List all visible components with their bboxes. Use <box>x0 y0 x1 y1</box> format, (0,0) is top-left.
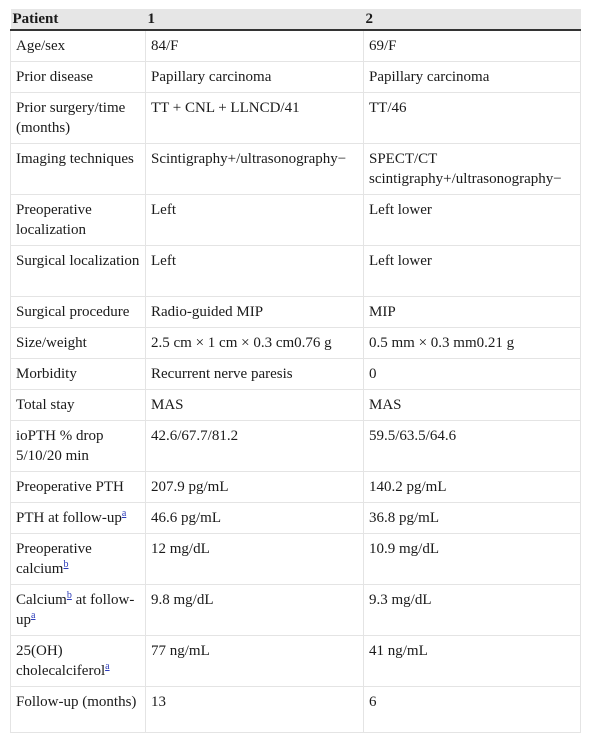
row-label: Prior surgery/time (months) <box>11 93 146 144</box>
row-label: Follow-up (months) <box>11 687 146 733</box>
cell-patient-1: TT + CNL + LLNCD/41 <box>146 93 364 144</box>
cell-patient-1: 12 mg/dL <box>146 534 364 585</box>
cell-patient-2: 0 <box>364 359 581 390</box>
table-row <box>11 328 581 359</box>
row-label: Surgical procedure <box>11 297 146 328</box>
cell-patient-1: 77 ng/mL <box>146 636 364 687</box>
row-label-text: at follow-up <box>16 592 135 628</box>
cell-patient-2: 140.2 pg/mL <box>364 472 581 503</box>
table-row <box>11 503 581 534</box>
footnote-link-a[interactable]: a <box>121 508 127 519</box>
table-row <box>11 62 581 93</box>
footnote-link-a[interactable]: a <box>31 610 36 621</box>
footnote-link-b[interactable]: b <box>63 559 69 570</box>
row-label-text: Calcium <box>16 592 67 608</box>
row-label: Prior disease <box>11 62 146 93</box>
header-row <box>11 9 581 30</box>
row-label: ioPTH % drop 5/10/20 min <box>11 421 146 472</box>
cell-patient-1: 9.8 mg/dL <box>146 585 364 636</box>
cell-patient-1: 2.5 cm × 1 cm × 0.3 cm0.76 g <box>146 328 364 359</box>
table-row <box>11 390 581 421</box>
row-label <box>11 585 146 636</box>
cell-patient-2: 59.5/63.5/64.6 <box>364 421 581 472</box>
footnote-link-a[interactable]: a <box>105 661 110 672</box>
cell-patient-2: 0.5 mm × 0.3 mm0.21 g <box>364 328 581 359</box>
row-label <box>11 503 146 534</box>
cell-patient-1: 46.6 pg/mL <box>146 503 364 534</box>
cell-patient-1: 13 <box>146 687 364 733</box>
table-row <box>11 472 581 503</box>
cell-patient-1: 207.9 pg/mL <box>146 472 364 503</box>
row-label-text: Preoperative calcium <box>16 541 92 577</box>
cell-patient-1: MAS <box>146 390 364 421</box>
cell-patient-1: Papillary carcinoma <box>146 62 364 93</box>
clinical-table <box>10 9 581 733</box>
table-row <box>11 30 581 62</box>
row-label: Imaging techniques <box>11 144 146 195</box>
cell-patient-2: MIP <box>364 297 581 328</box>
table-row <box>11 195 581 246</box>
row-label: Age/sex <box>11 30 146 62</box>
row-label: Total stay <box>11 390 146 421</box>
cell-patient-2: 69/F <box>364 30 581 62</box>
cell-patient-1: Scintigraphy+/ultrasonography− <box>146 144 364 195</box>
table-row <box>11 144 581 195</box>
cell-patient-2: 41 ng/mL <box>364 636 581 687</box>
row-label-text: PTH at follow-up <box>16 510 122 526</box>
cell-patient-1: Recurrent nerve paresis <box>146 359 364 390</box>
cell-patient-1: Radio-guided MIP <box>146 297 364 328</box>
row-label: Preoperative PTH <box>11 472 146 503</box>
row-label <box>11 636 146 687</box>
cell-patient-2: 6 <box>364 687 581 733</box>
table-row <box>11 636 581 687</box>
header-patient-1: 1 <box>146 9 364 30</box>
row-label <box>11 534 146 585</box>
cell-patient-2: Left lower <box>364 195 581 246</box>
cell-patient-1: 84/F <box>146 30 364 62</box>
row-label: Size/weight <box>11 328 146 359</box>
cell-patient-2: 36.8 pg/mL <box>364 503 581 534</box>
cell-patient-1: 42.6/67.7/81.2 <box>146 421 364 472</box>
cell-patient-1: Left <box>146 195 364 246</box>
cell-patient-2: MAS <box>364 390 581 421</box>
row-label: Surgical localization <box>11 246 146 297</box>
cell-patient-2: 10.9 mg/dL <box>364 534 581 585</box>
cell-patient-2: SPECT/CT scintigraphy+/ultrasonography− <box>364 144 581 195</box>
cell-patient-2: TT/46 <box>364 93 581 144</box>
table-row <box>11 297 581 328</box>
table-row <box>11 421 581 472</box>
cell-patient-2: Papillary carcinoma <box>364 62 581 93</box>
table-row <box>11 359 581 390</box>
cell-patient-1: Left <box>146 246 364 297</box>
cell-patient-2: Left lower <box>364 246 581 297</box>
header-patient: Patient <box>11 9 146 30</box>
table-row <box>11 687 581 733</box>
header-patient-2: 2 <box>364 9 581 30</box>
table-row <box>11 534 581 585</box>
table-row <box>11 93 581 144</box>
row-label-text: 25(OH) cholecalciferol <box>16 643 106 679</box>
table-row <box>11 246 581 297</box>
footnote-link-b[interactable]: b <box>66 590 72 601</box>
row-label: Preoperative localization <box>11 195 146 246</box>
cell-patient-2: 9.3 mg/dL <box>364 585 581 636</box>
table-row <box>11 585 581 636</box>
row-label: Morbidity <box>11 359 146 390</box>
